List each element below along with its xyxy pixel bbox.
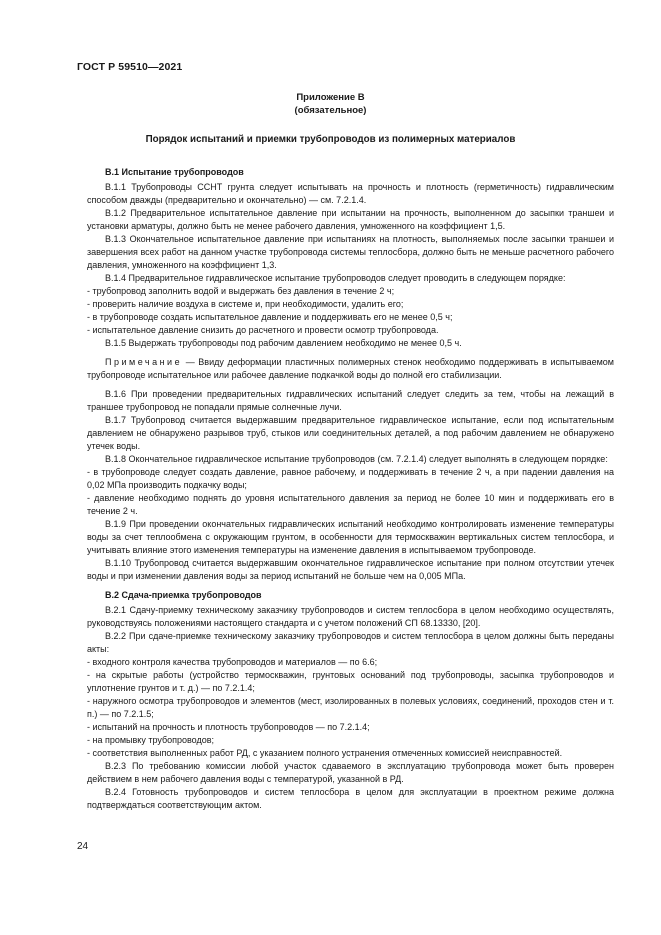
list-item: - давление необходимо поднять до уровня испытательного давления за период не более 10 мин и поддерживать его в течение 2 ч. xyxy=(87,493,614,516)
paragraph: В.1.1 Трубопроводы ССНТ грунта следует испытывать на прочность и плотность (герметичность) гидравлическим способом дважды (предварительно и окончательно) — см. 7.2.1.4. xyxy=(87,182,614,205)
note-label: Примечание xyxy=(105,357,183,367)
paragraph: В.1.4 Предварительное гидравлическое испытание трубопроводов следует проводить в следующем порядке: xyxy=(105,273,566,283)
list-item: - на скрытые работы (устройство термоскважин, грунтовых оснований под трубопроводы, засыпка трубопроводов и уплотнение грунтов и т. д.) — по 7.2.1.4; xyxy=(87,670,614,693)
list-item: - на промывку трубопроводов; xyxy=(87,735,215,745)
paragraph: В.1.9 При проведении окончательных гидравлических испытаний необходимо контролировать изменение температуры воды за счет теплообмена с окружающим грунтом, в особенности для термоскважин вертикальных систем теплосбора, и учитывать влияние этого изменения температуры на изменение давления в испытываемом трубопроводе. xyxy=(87,519,614,555)
section-title: В.2 Сдача-приемка трубопроводов xyxy=(105,590,262,600)
paragraph: В.1.5 Выдержать трубопроводы под рабочим давлением необходимо не менее 0,5 ч. xyxy=(105,338,462,348)
paragraph: В.1.2 Предварительное испытательное давление при испытании на прочность, выполненном до засыпки траншеи и установки арматуры, должно быть не менее рабочего давления, умноженного на коэффициент 1,5. xyxy=(87,208,614,231)
annex-title: Приложение В xyxy=(296,92,365,103)
document-body xyxy=(87,166,614,812)
list-item: - проверить наличие воздуха в системе и, при необходимости, удалить его; xyxy=(87,299,404,309)
paragraph: В.1.10 Трубопровод считается выдержавшим окончательное гидравлическое испытание при полном отсутствии утечек воды и при изменении давления воды за период испытаний не больше чем на 0,005 МПа. xyxy=(87,558,614,581)
paragraph: В.2.4 Готовность трубопроводов и систем теплосбора в целом для эксплуатации в проектном режиме должна подтверждаться соответствующим актом. xyxy=(87,787,614,810)
section-title: В.1 Испытание трубопроводов xyxy=(105,167,244,177)
paragraph: В.2.3 По требованию комиссии любой участок сдаваемого в эксплуатацию трубопровода может быть проверен действием в нем рабочего давления воды с температурой, указанной в РД. xyxy=(87,761,614,784)
list-item: - в трубопроводе следует создать давление, равное рабочему, и поддерживать в течение 2 ч, а при падении давления на 0,02 МПа производить подкачку воды; xyxy=(87,467,614,490)
paragraph: В.1.7 Трубопровод считается выдержавшим предварительное гидравлическое испытание, если под испытательным давлением не обнаружено разрывов труб, стыков или соединительных деталей, а под рабочим давлением не обнаружено утечек воды. xyxy=(87,415,614,451)
list-item: - в трубопроводе создать испытательное давление и поддерживать его не менее 0,5 ч; xyxy=(87,312,453,322)
annex-status: (обязательное) xyxy=(294,105,367,116)
list-item: - испытаний на прочность и плотность трубопроводов — по 7.2.1.4; xyxy=(87,722,370,732)
page-title: Порядок испытаний и приемки трубопроводов из полимерных материалов xyxy=(145,134,516,145)
note xyxy=(87,356,614,382)
page-number: 24 xyxy=(77,841,89,852)
paragraph: В.1.3 Окончательное испытательное давление при испытаниях на плотность, выполняемых после засыпки траншеи и завершения всех работ на данном участке трубопровода системы теплосбора, должно быть не меньше расчетного рабочего давления, умноженного на коэффициент 1,3. xyxy=(87,234,614,270)
list-item: - наружного осмотра трубопроводов и элементов (мест, изолированных в полевых условиях, соединений, проходов стен и т. п.) — по 7.2.1.5; xyxy=(87,696,614,719)
list-item: - трубопровод заполнить водой и выдержать без давления в течение 2 ч; xyxy=(87,286,395,296)
list-item: - испытательное давление снизить до расчетного и провести осмотр трубопровода. xyxy=(87,325,439,335)
list-item: - входного контроля качества трубопроводов и материалов — по 6.6; xyxy=(87,657,378,667)
paragraph: В.2.1 Сдачу-приемку техническому заказчику трубопроводов и систем теплосбора в целом необходимо осуществлять, руководствуясь положениями настоящего стандарта и с учетом положений СП 68.13330, [20]. xyxy=(87,605,614,628)
list-item: - соответствия выполненных работ РД, с указанием полного устранения отмеченных комиссией неисправностей. xyxy=(87,748,563,758)
paragraph: В.1.6 При проведении предварительных гидравлических испытаний следует следить за тем, чтобы на лежащий в траншее трубопровод не попадали прямые солнечные лучи. xyxy=(87,389,614,412)
note-text: — Ввиду деформации пластичных полимерных стенок необходимо поддерживать в испытываемом трубопроводе испытательное или рабочее давление подкачкой воды до полной его стабилизации. xyxy=(87,357,614,380)
paragraph: В.2.2 При сдаче-приемке техническому заказчику трубопроводов и систем теплосбора в целом должны быть переданы акты: xyxy=(87,631,614,654)
paragraph: В.1.8 Окончательное гидравлическое испытание трубопроводов (см. 7.2.1.4) следует выполнять в следующем порядке: xyxy=(105,454,608,464)
standard-header: ГОСТ Р 59510—2021 xyxy=(77,61,183,73)
